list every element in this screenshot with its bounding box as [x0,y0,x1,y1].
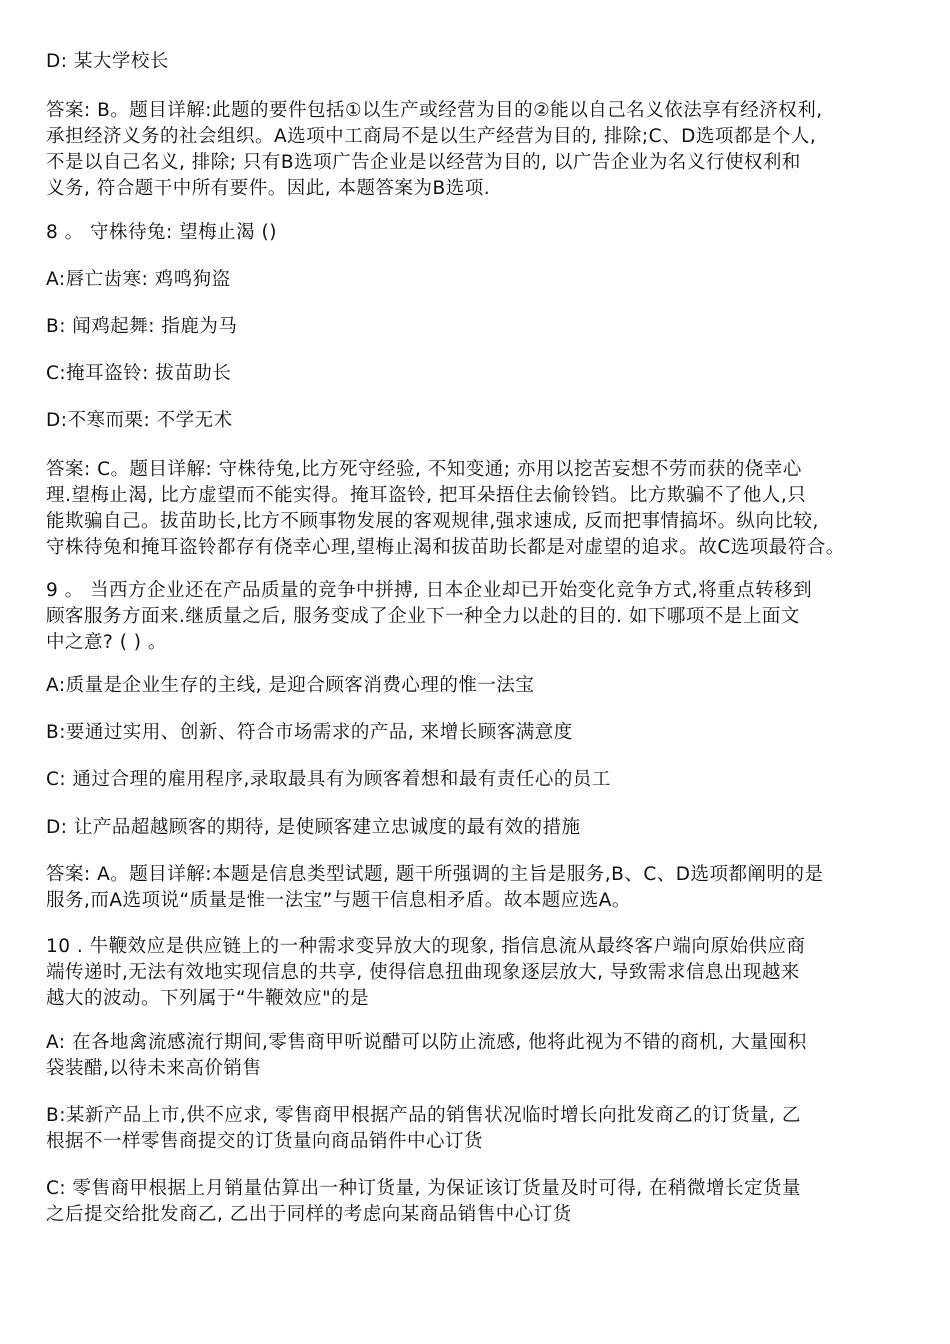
q9-question-line-2: 顾客服务方面来.继质量之后, 服务变成了企业下一种全力以赴的目的. 如下哪项不是上面文 [46,606,800,627]
q10-option-b [46,1103,906,1155]
q7-answer-line-4: 义务, 符合题干中所有要件。因此, 本题答案为B选项. [46,178,491,199]
q7-answer-line-1: 答案: B。题目详解:此题的要件包括①以生产或经营为目的②能以自己名义依法享有经济权利, [46,100,823,121]
q8-option-d [46,408,906,434]
q8-option-a-text: A:唇亡齿寒: 鸡鸣狗盗 [46,269,231,290]
q8-answer [46,457,906,561]
q9-answer-line-1: 答案: A。题目详解:本题是信息类型试题, 题干所强调的主旨是服务,B、C、D选项都阐明的是 [46,864,824,885]
q8-answer-line-1: 答案: C。题目详解: 守株待兔,比方死守经验, 不知变通; 亦用以挖苦妄想不劳而获的侥幸心 [46,459,802,480]
q10-option-b-line-2: 根据不一样零售商提交的订货量向商品销件中心订货 [46,1131,484,1152]
q7-answer [46,98,906,202]
q7-option-d [46,49,906,75]
q10-option-c [46,1176,906,1228]
q9-option-c [46,767,906,793]
q9-option-b-text: B:要通过实用、创新、符合市场需求的产品, 来增长顾客满意度 [46,722,573,743]
q8-question-text: 8 。 守株待兔: 望梅止渴 () [46,222,277,243]
q7-answer-line-3: 不是以自己名义, 排除; 只有B选项广告企业是以经营为目的, 以广告企业为名义行使权利和 [46,152,801,173]
q10-option-c-line-1: C: 零售商甲根据上月销量估算出一种订货量, 为保证该订货量及时可得, 在稍微增长定货量 [46,1178,802,1199]
q7-answer-line-2: 承担经济义务的社会组织。A选项中工商局不是以生产经营为目的, 排除;C、D选项都是个人, [46,126,817,147]
q10-option-a [46,1030,906,1082]
q8-option-c [46,361,906,387]
q9-option-b [46,720,906,746]
q8-option-b-text: B: 闻鸡起舞: 指鹿为马 [46,316,238,337]
q10-question-line-1: 10 . 牛鞭效应是供应链上的一种需求变异放大的现象, 指信息流从最终客户端向原始供应商 [46,936,806,957]
q8-answer-line-4: 守株待兔和掩耳盗铃都存有侥幸心理,望梅止渴和拔苗助长都是对虚望的追求。故C选项最符合。 [46,537,845,558]
q9-option-c-text: C: 通过合理的雇用程序,录取最具有为顾客着想和最有责任心的员工 [46,769,611,790]
q9-answer [46,862,906,914]
q10-question-line-3: 越大的波动。下列属于“牛鞭效应"的是 [46,988,370,1009]
q9-option-d [46,815,906,841]
q8-answer-line-2: 理.望梅止渴, 比方虚望而不能实得。掩耳盗铃, 把耳朵捂住去偷铃铛。比方欺骗不了他人,只 [46,485,807,506]
q10-option-c-line-2: 之后提交给批发商乙, 乙出于同样的考虑向某商品销售中心订货 [46,1204,572,1225]
q8-option-a [46,267,906,293]
q9-answer-line-2: 服务,而A选项说“质量是惟一法宝”与题干信息相矛盾。故本题应选A。 [46,890,631,911]
q8-option-c-text: C:掩耳盗铃: 拔苗助长 [46,363,232,384]
q10-question-line-2: 端传递时,无法有效地实现信息的共享, 使得信息扭曲现象逐层放大, 导致需求信息出现越来 [46,962,800,983]
q8-answer-line-3: 能欺骗自己。拔苗助长,比方不顾事物发展的客观规律,强求速成, 反而把事情搞坏。纵向比较, [46,511,819,532]
q9-option-a [46,673,906,699]
q10-option-a-line-2: 袋装醋,以待未来高价销售 [46,1058,262,1079]
q9-question-line-1: 9 。 当西方企业还在产品质量的竞争中拼搏, 日本企业却已开始变化竞争方式,将重点转移到 [46,580,813,601]
q9-option-a-text: A:质量是企业生存的主线, 是迎合顾客消费心理的惟一法宝 [46,675,535,696]
q10-question [46,934,906,1012]
q9-option-d-text: D: 让产品超越顾客的期待, 是使顾客建立忠诚度的最有效的措施 [46,817,581,838]
q7-option-d-text: D: 某大学校长 [46,51,169,72]
q8-option-d-text: D:不寒而栗: 不学无术 [46,410,233,431]
q10-option-b-line-1: B:某新产品上市,供不应求, 零售商甲根据产品的销售状况临时增长向批发商乙的订货量, 乙 [46,1105,801,1126]
q9-question-line-3: 中之意? ( ) 。 [46,632,167,653]
q8-option-b [46,314,906,340]
q10-option-a-line-1: A: 在各地禽流感流行期间,零售商甲听说醋可以防止流感, 他将此视为不错的商机, 大量囤积 [46,1032,807,1053]
q9-question [46,578,906,656]
q8-question [46,220,906,246]
